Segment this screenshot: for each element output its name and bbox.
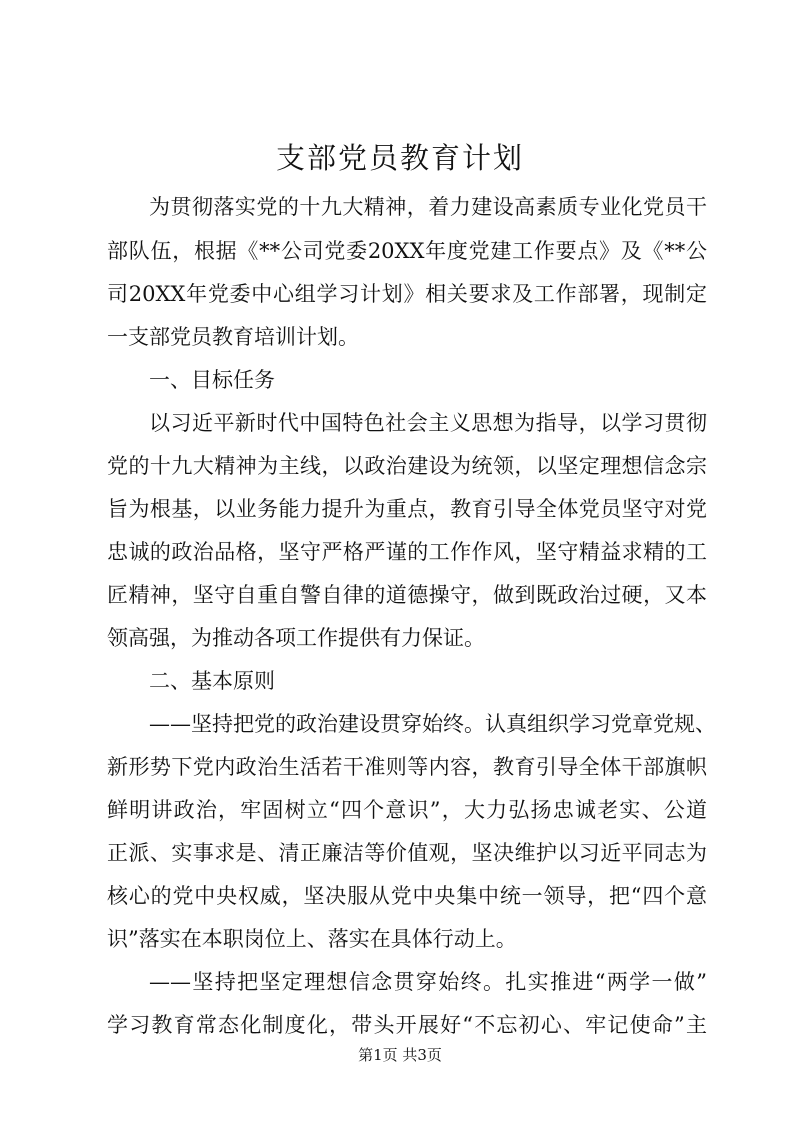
paragraph-3-line-3: 鲜明讲政治，牢固树立“四个意识”，大力弘扬忠诚老实、公道 bbox=[107, 798, 707, 822]
section-heading-principles: 二、基本原则 bbox=[149, 669, 275, 693]
paragraph-2-line-4: 忠诚的政治品格，坚守严格严谨的工作作风，坚守精益求精的工 bbox=[107, 540, 707, 564]
paragraph-1-line-4: 一支部党员教育培训计划。 bbox=[107, 325, 359, 349]
paragraph-2-line-2: 党的十九大精神为主线，以政治建设为统领，以坚定理想信念宗 bbox=[107, 454, 707, 478]
paragraph-4-line-2: 学习教育常态化制度化，带头开展好“不忘初心、牢记使命”主 bbox=[107, 1013, 707, 1037]
paragraph-1-line-2: 部队伍，根据《**公司党委20XX年度党建工作要点》及《**公 bbox=[107, 239, 707, 263]
paragraph-3-line-6: 识”落实在本职岗位上、落实在具体行动上。 bbox=[107, 927, 517, 951]
paragraph-3-line-4: 正派、实事求是、清正廉洁等价值观，坚决维护以习近平同志为 bbox=[107, 841, 707, 865]
paragraph-2-line-6: 领高强，为推动各项工作提供有力保证。 bbox=[107, 626, 485, 650]
paragraph-1-line-3: 司20XX年党委中心组学习计划》相关要求及工作部署，现制定 bbox=[107, 282, 707, 306]
paragraph-2-line-3: 旨为根基，以业务能力提升为重点，教育引导全体党员坚守对党 bbox=[107, 497, 707, 521]
section-heading-goals: 一、目标任务 bbox=[149, 368, 275, 392]
paragraph-3-line-1: ——坚持把党的政治建设贯穿始终。认真组织学习党章党规、 bbox=[149, 712, 716, 736]
paragraph-4-line-1: ——坚持把坚定理想信念贯穿始终。扎实推进“两学一做” bbox=[149, 970, 707, 994]
paragraph-2-line-1: 以习近平新时代中国特色社会主义思想为指导，以学习贯彻 bbox=[149, 411, 707, 435]
document-title: 支部党员教育计划 bbox=[275, 141, 524, 175]
paragraph-3-line-2: 新形势下党内政治生活若干准则等内容，教育引导全体干部旗帜 bbox=[107, 755, 707, 779]
page-number-footer: 第1页 共3页 bbox=[358, 1046, 442, 1064]
paragraph-1-line-1: 为贯彻落实党的十九大精神，着力建设高素质专业化党员干 bbox=[149, 195, 707, 219]
paragraph-2-line-5: 匠精神，坚守自重自警自律的道德操守，做到既政治过硬，又本 bbox=[107, 583, 707, 607]
paragraph-3-line-5: 核心的党中央权威，坚决服从党中央集中统一领导，把“四个意 bbox=[107, 884, 707, 908]
